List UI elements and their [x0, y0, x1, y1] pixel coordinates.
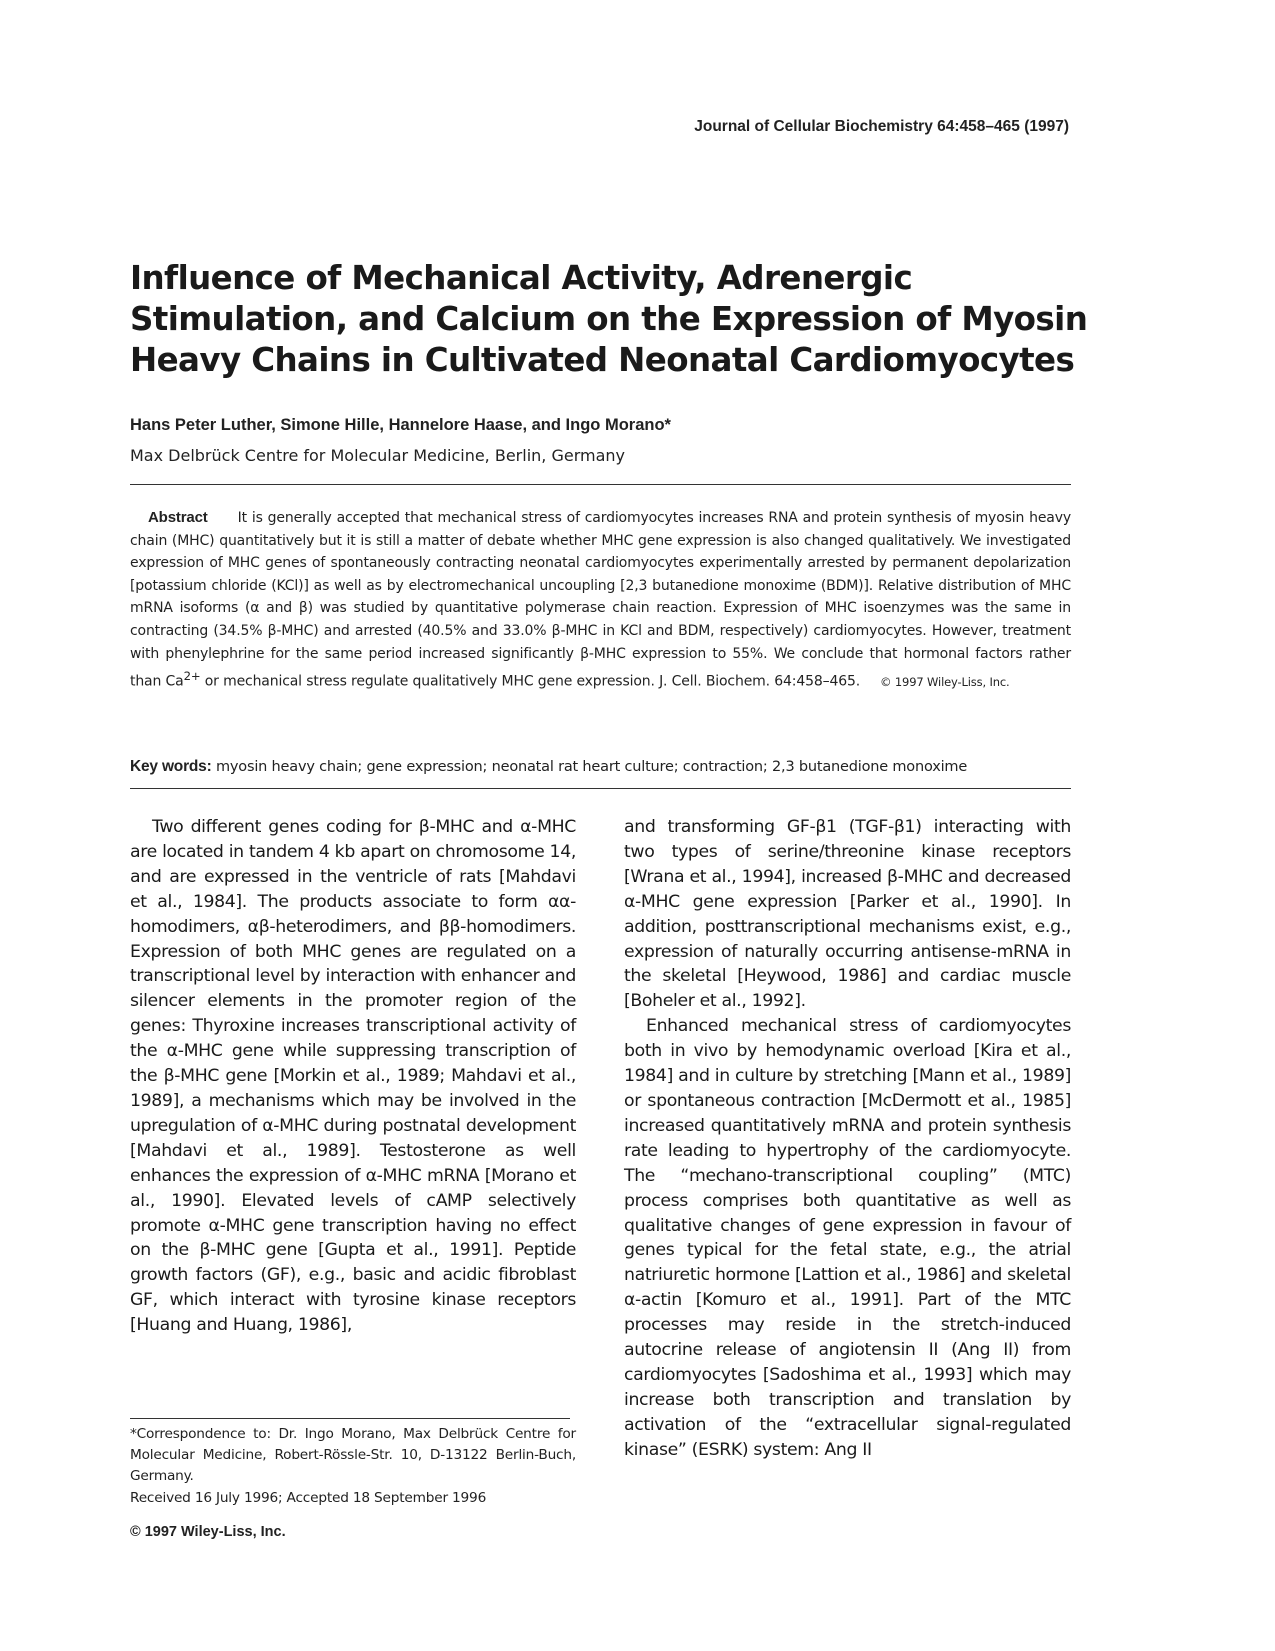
authors: Hans Peter Luther, Simone Hille, Hannelore Haase, and Ingo Morano* — [130, 416, 671, 434]
body-paragraph-left-1: Two different genes coding for β-MHC and α-MHC are located in tandem 4 kb apart on chromosome 14, and are expressed in the ventricle of rats [Mahdavi et al., 1984]. The products associate to form αα-homodimers, αβ-heterodimers, and ββ-homodimers. Expression of both MHC genes are regulated on a transcriptional level by interaction with enhancer and silencer elements in the promoter region of the genes: Thyroxine increases transcriptional activity of the α-MHC gene while suppressing transcription of the β-MHC gene [Morkin et al., 1989; Mahdavi et al., 1989], a mechanisms which may be involved in the upregulation of α-MHC during postnatal development [Mahdavi et al., 1989]. Testosterone as well enhances the expression of α-MHC mRNA [Morano et al., 1990]. Elevated levels of cAMP selectively promote α-MHC gene transcription having no effect on the β-MHC gene [Gupta et al., 1991]. Peptide growth factors (GF), e.g., basic and acidic fibroblast GF, which interact with tyrosine kinase receptors [Huang and Huang, 1986], — [130, 817, 576, 1336]
title-line-3: Heavy Chains in Cultivated Neonatal Cardiomyocytes — [130, 341, 1075, 379]
abstract-bottom-rule — [130, 788, 1071, 789]
body-paragraph-right-1: and transforming GF-β1 (TGF-β1) interacting with two types of serine/threonine kinase receptors [Wrana et al., 1994], increased β-MHC and decreased α-MHC gene expression [Parker et al., 1990]. In addition, posttranscriptional mechanisms exist, e.g., expression of naturally occurring antisense-mRNA in the skeletal [Heywood, 1986] and cardiac muscle [Boheler et al., 1992]. — [624, 817, 1071, 1012]
abstract-superscript: 2+ — [183, 669, 201, 684]
body-left-column — [130, 815, 576, 1338]
body-right-column — [624, 815, 1071, 1463]
article-title — [130, 258, 1130, 381]
abstract-text-part-1: It is generally accepted that mechanical stress of cardiomyocytes increases RNA and protein synthesis of myosin heavy chain (MHC) quantitatively but it is still a matter of debate whether MHC gene expression is also changed qualitatively. We investigated expression of MHC genes of spontaneously contracting neonatal cardiomyocytes experimentally arrested by permanent depolarization [potassium chloride (KCl)] as well as by electromechanical uncoupling [2,3 butanedione monoxime (BDM)]. Relative distribution of MHC mRNA isoforms (α and β) was studied by quantitative polymerase chain reaction. Expression of MHC isoenzymes was the same in contracting (34.5% β-MHC) and arrested (40.5% and 33.0% β-MHC in KCl and BDM, respectively) cardiomyocytes. However, treatment with phenylephrine for the same period increased significantly β-MHC expression to 55%. We conclude that hormonal factors rather than Ca — [130, 510, 1071, 690]
abstract-text-part-2: or mechanical stress regulate qualitatively MHC gene expression. J. Cell. Biochem. 64:458–465. — [200, 673, 861, 690]
title-line-2: Stimulation, and Calcium on the Expression of Myosin — [130, 300, 1088, 338]
keywords-text: myosin heavy chain; gene expression; neonatal rat heart culture; contraction; 2,3 butanedione monoxime — [215, 759, 968, 775]
title-line-1: Influence of Mechanical Activity, Adrenergic — [130, 259, 913, 297]
abstract-copyright: © 1997 Wiley-Liss, Inc. — [880, 674, 1010, 689]
affiliation: Max Delbrück Centre for Molecular Medicine, Berlin, Germany — [130, 446, 625, 465]
correspondence-footnote: *Correspondence to: Dr. Ingo Morano, Max Delbrück Centre for Molecular Medicine, Robert-Rössle-Str. 10, D-13122 Berlin-Buch, Germany. — [130, 1426, 576, 1484]
keywords — [130, 758, 1090, 776]
abstract-label: Abstract — [148, 509, 208, 526]
keywords-label: Key words: — [130, 758, 212, 775]
received-dates: Received 16 July 1996; Accepted 18 September 1996 — [130, 1490, 487, 1506]
body-paragraph-right-2: Enhanced mechanical stress of cardiomyocytes both in vivo by hemodynamic overload [Kira et al., 1984] and in culture by stretching [Mann et al., 1989] or spontaneous contraction [McDermott et al., 1985] increased quantitatively mRNA and protein synthesis rate leading to hypertrophy of the cardiomyocyte. The “mechano-transcriptional coupling” (MTC) process comprises both quantitative as well as qualitative changes of gene expression in favour of genes typical for the fetal state, e.g., the atrial natriuretic hormone [Lattion et al., 1986] and skeletal α-actin [Komuro et al., 1991]. Part of the MTC processes may reside in the stretch-induced autocrine release of angiotensin II (Ang II) from cardiomyocytes [Sadoshima et al., 1993] which may increase both transcription and translation by activation of the “extracellular signal-regulated kinase” (ESRK) system: Ang II — [624, 1016, 1071, 1460]
footnote-rule — [130, 1418, 570, 1419]
abstract — [130, 507, 1071, 693]
journal-citation: Journal of Cellular Biochemistry 64:458–465 (1997) — [694, 118, 1069, 135]
abstract-top-rule — [130, 484, 1071, 485]
footer-copyright: © 1997 Wiley-Liss, Inc. — [130, 1524, 286, 1540]
